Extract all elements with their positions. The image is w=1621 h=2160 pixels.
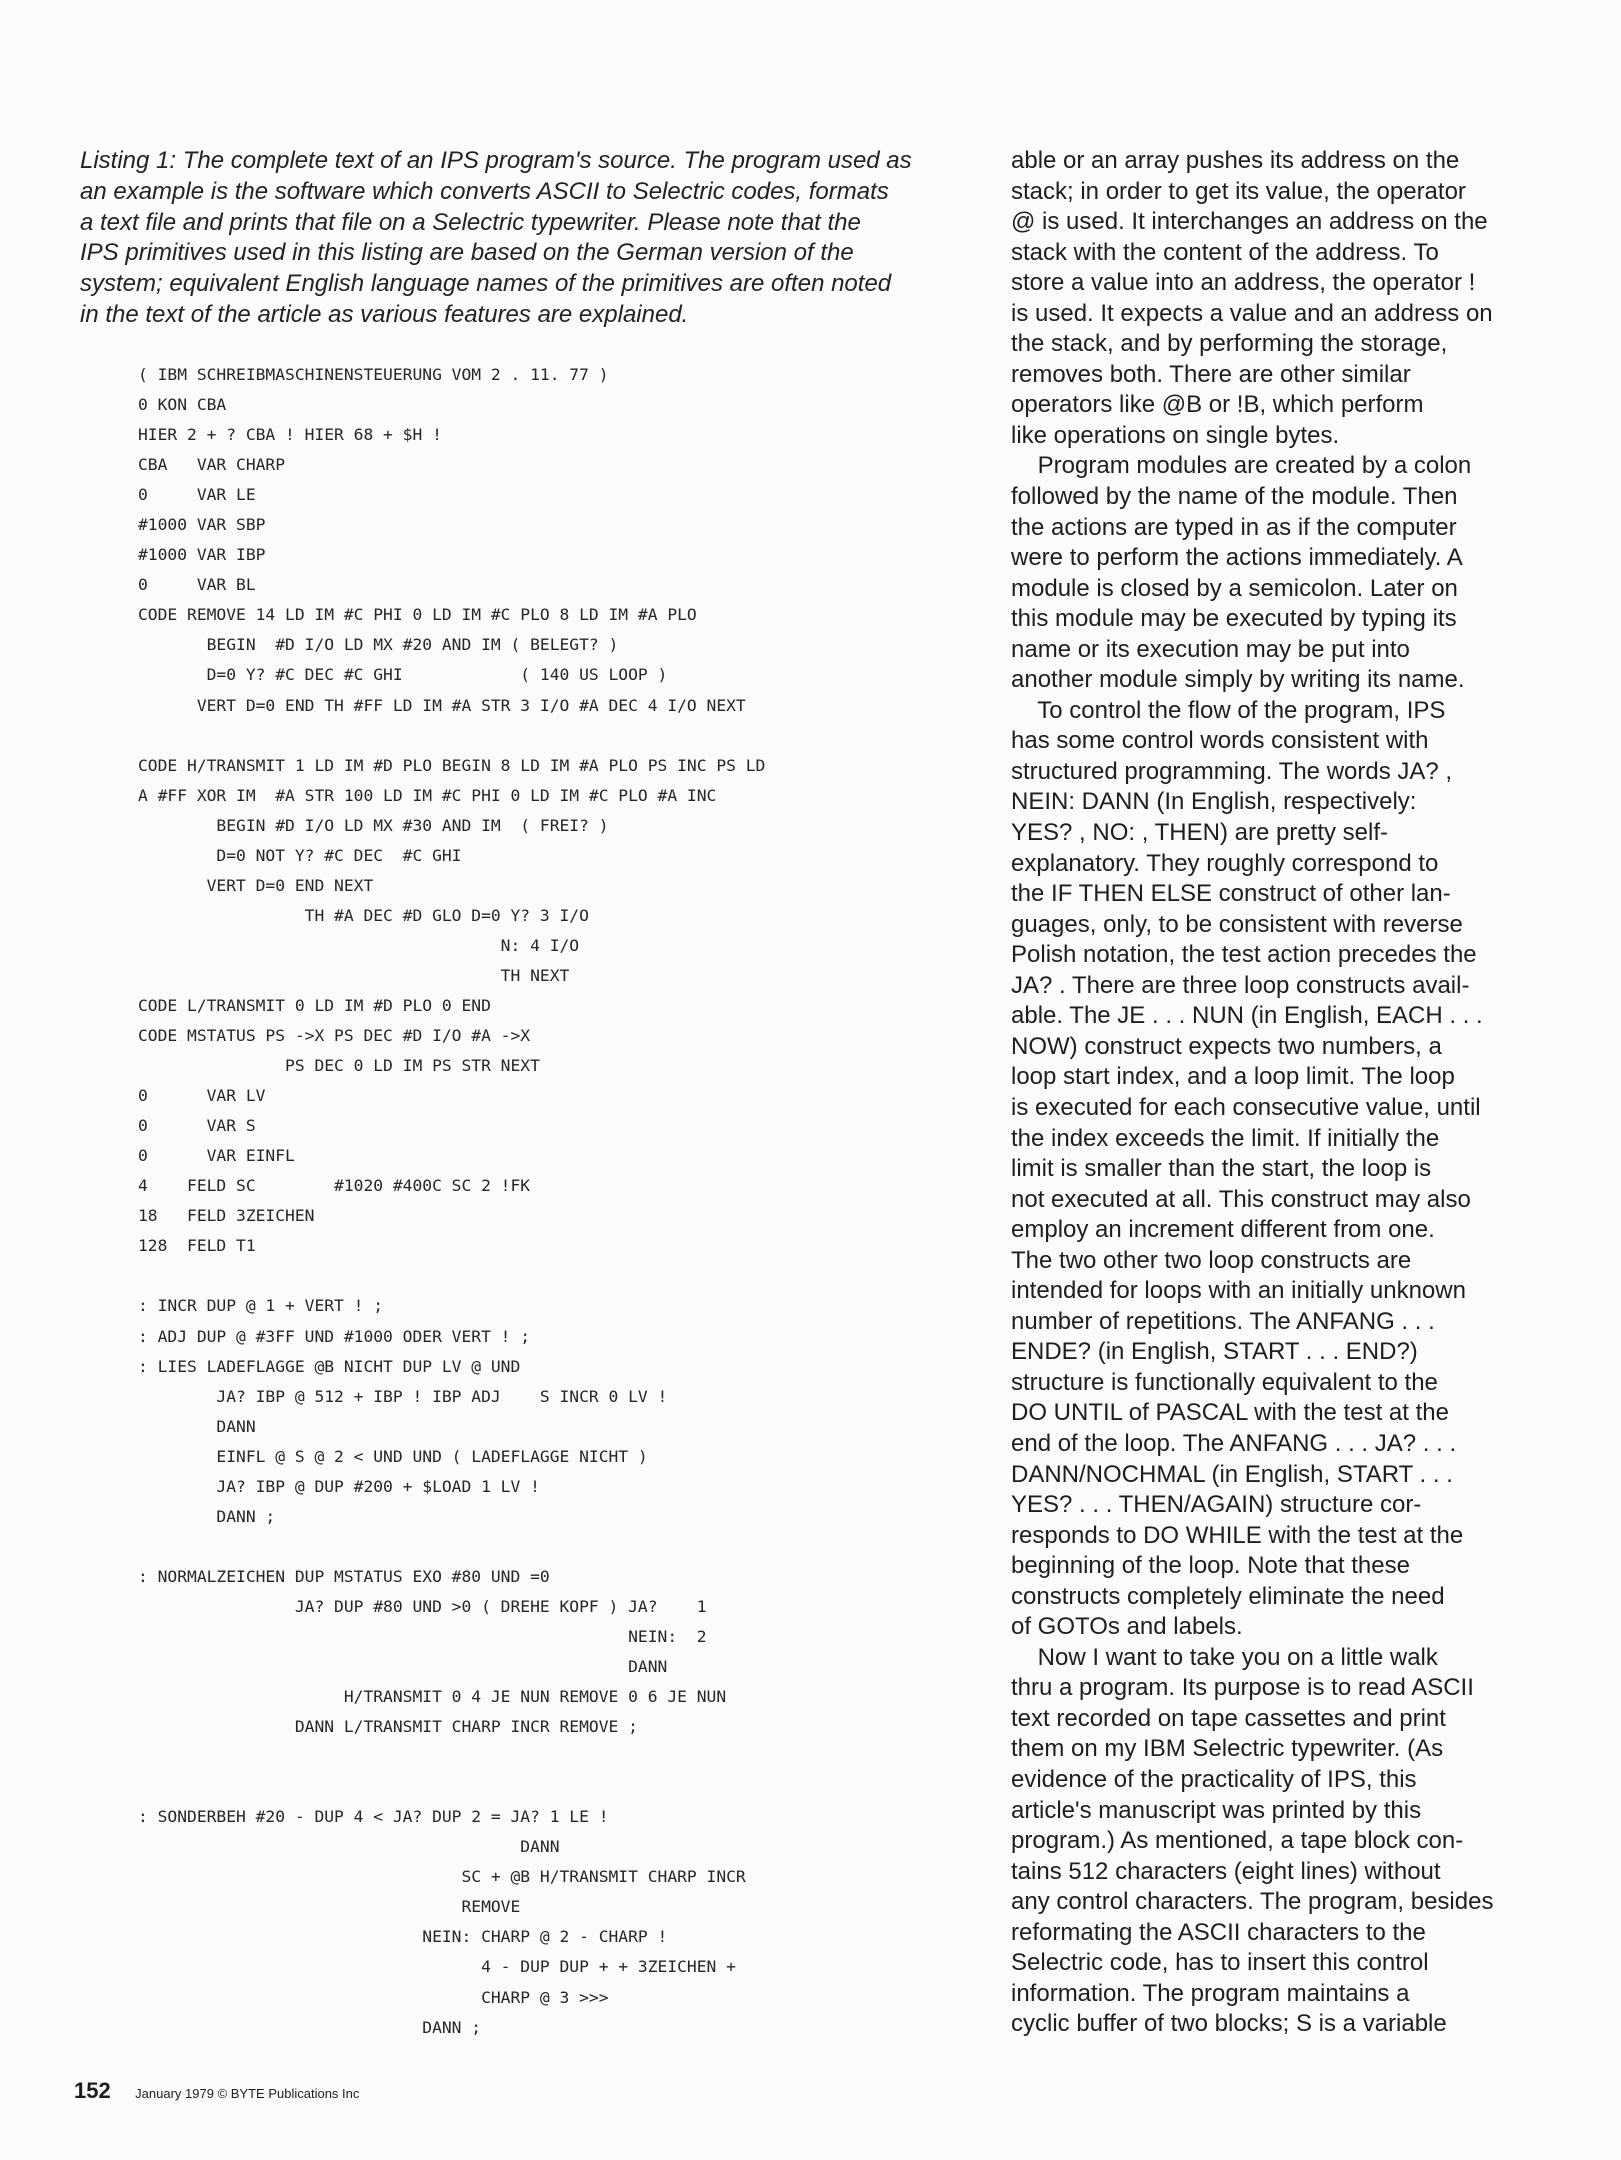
- code-line: BEGIN #D I/O LD MX #20 AND IM ( BELEGT? ): [138, 635, 619, 655]
- body-text-line: this module may be executed by typing its: [1011, 605, 1457, 633]
- body-text-line: article's manuscript was printed by this: [1011, 1796, 1422, 1824]
- code-line: CODE MSTATUS PS ->X PS DEC #D I/O #A ->X: [138, 1026, 531, 1046]
- body-text-line: Polish notation, the test action precedes the: [1011, 941, 1477, 969]
- code-line: TH #A DEC #D GLO D=0 Y? 3 I/O: [138, 905, 589, 925]
- code-line: EINFL @ S @ 2 < UND UND ( LADEFLAGGE NICHT ): [138, 1446, 648, 1466]
- code-line: TH NEXT: [138, 965, 570, 985]
- body-text-line: JA? . There are three loop constructs avail-: [1011, 971, 1470, 999]
- article-body: [1011, 146, 1521, 2040]
- code-line: 0 VAR LE: [138, 485, 256, 505]
- body-text-line: intended for loops with an initially unknown: [1011, 1277, 1466, 1305]
- body-text-line: operators like @B or !B, which perform: [1011, 391, 1424, 419]
- code-line: DANN ;: [138, 2017, 482, 2037]
- body-text-line: @ is used. It interchanges an address on the: [1011, 208, 1488, 236]
- code-line: #1000 VAR SBP: [138, 515, 266, 535]
- code-line: : INCR DUP @ 1 + VERT ! ;: [138, 1296, 384, 1316]
- code-line: REMOVE: [138, 1897, 521, 1917]
- body-text-line: store a value into an address, the operator !: [1011, 269, 1476, 297]
- code-line: A #FF XOR IM #A STR 100 LD IM #C PHI 0 LD IM #C PLO #A INC: [138, 785, 717, 805]
- body-text-line: Program modules are created by a colon: [1011, 452, 1472, 480]
- code-line: [138, 1261, 765, 1291]
- code-line: 0 VAR LV: [138, 1086, 266, 1106]
- body-text-line: stack; in order to get its value, the operator: [1011, 177, 1466, 205]
- code-line: #1000 VAR IBP: [138, 545, 266, 565]
- code-line: SC + @B H/TRANSMIT CHARP INCR: [138, 1867, 746, 1887]
- body-text-line: responds to DO WHILE with the test at the: [1011, 1521, 1464, 1549]
- body-text-line: structure is functionally equivalent to the: [1011, 1368, 1438, 1396]
- code-line: DANN: [138, 1657, 668, 1677]
- publication-credit: January 1979 © BYTE Publications Inc: [135, 2086, 360, 2101]
- body-text-line: name or its execution may be put into: [1011, 635, 1410, 663]
- body-text-line: module is closed by a semicolon. Later on: [1011, 574, 1458, 602]
- code-line: HIER 2 + ? CBA ! HIER 68 + $H !: [138, 425, 442, 445]
- code-line: [138, 1772, 765, 1802]
- body-text-line: the index exceeds the limit. If initially the: [1011, 1124, 1440, 1152]
- body-text-line: guages, only, to be consistent with reverse: [1011, 910, 1463, 938]
- body-text-line: of GOTOs and labels.: [1011, 1613, 1243, 1641]
- caption-line: in the text of the article as various features are explained.: [80, 300, 689, 328]
- body-text-line: YES? , NO: , THEN) are pretty self-: [1011, 819, 1388, 847]
- code-line: JA? DUP #80 UND >0 ( DREHE KOPF ) JA? 1: [138, 1596, 707, 1616]
- code-line: 0 VAR BL: [138, 575, 256, 595]
- code-line: : NORMALZEICHEN DUP MSTATUS EXO #80 UND =0: [138, 1566, 550, 1586]
- body-text-line: followed by the name of the module. Then: [1011, 483, 1458, 511]
- body-text-line: program.) As mentioned, a tape block con-: [1011, 1827, 1464, 1855]
- code-line: 18 FELD 3ZEICHEN: [138, 1206, 315, 1226]
- body-text-line: information. The program maintains a: [1011, 1979, 1410, 2007]
- listing-caption: [80, 146, 950, 331]
- body-text-line: is executed for each consecutive value, until: [1011, 1093, 1481, 1121]
- body-text-line: ENDE? (in English, START . . . END?): [1011, 1338, 1418, 1366]
- body-text-line: able or an array pushes its address on the: [1011, 147, 1460, 174]
- body-text-line: NEIN: DANN (In English, respectively:: [1011, 788, 1417, 816]
- body-text-line: the IF THEN ELSE construct of other lan-: [1011, 880, 1451, 908]
- code-line: D=0 NOT Y? #C DEC #C GHI: [138, 845, 462, 865]
- code-line: ( IBM SCHREIBMASCHINENSTEUERUNG VOM 2 . 11. 77 ): [138, 365, 609, 384]
- code-line: NEIN: CHARP @ 2 - CHARP !: [138, 1927, 668, 1947]
- body-text-line: Now I want to take you on a little walk: [1011, 1643, 1438, 1671]
- body-text-line: were to perform the actions immediately. A: [1011, 544, 1463, 572]
- body-text-line: removes both. There are other similar: [1011, 360, 1411, 388]
- body-text-line: The two other two loop constructs are: [1011, 1246, 1412, 1274]
- body-text-line: employ an increment different from one.: [1011, 1216, 1435, 1244]
- code-line: JA? IBP @ 512 + IBP ! IBP ADJ S INCR 0 LV !: [138, 1386, 668, 1406]
- code-line: [138, 1742, 765, 1772]
- code-line: CODE REMOVE 14 LD IM #C PHI 0 LD IM #C PLO 8 LD IM #A PLO: [138, 605, 697, 625]
- body-text-line: structured programming. The words JA? ,: [1011, 757, 1453, 785]
- code-line: VERT D=0 END TH #FF LD IM #A STR 3 I/O #A DEC 4 I/O NEXT: [138, 695, 746, 715]
- code-line: BEGIN #D I/O LD MX #30 AND IM ( FREI? ): [138, 815, 609, 835]
- body-text-line: loop start index, and a loop limit. The loop: [1011, 1063, 1455, 1091]
- body-text-line: has some control words consistent with: [1011, 727, 1429, 755]
- body-text-line: able. The JE . . . NUN (in English, EACH . . .: [1011, 1002, 1483, 1030]
- body-text-line: them on my IBM Selectric typewriter. (As: [1011, 1735, 1444, 1763]
- code-line: DANN: [138, 1837, 560, 1857]
- body-text-line: evidence of the practicality of IPS, this: [1011, 1765, 1417, 1793]
- code-line: PS DEC 0 LD IM PS STR NEXT: [138, 1056, 540, 1076]
- body-text-line: like operations on single bytes.: [1011, 421, 1340, 449]
- body-text-line: To control the flow of the program, IPS: [1011, 696, 1446, 724]
- code-line: DANN L/TRANSMIT CHARP INCR REMOVE ;: [138, 1717, 638, 1737]
- body-text-line: stack with the content of the address. To: [1011, 238, 1439, 266]
- code-line: : LIES LADEFLAGGE @B NICHT DUP LV @ UND: [138, 1356, 521, 1376]
- code-line: [138, 721, 765, 751]
- code-line: 128 FELD T1: [138, 1236, 256, 1256]
- code-line: CBA VAR CHARP: [138, 455, 286, 475]
- code-line: : ADJ DUP @ #3FF UND #1000 ODER VERT ! ;: [138, 1326, 531, 1346]
- body-text-line: reformating the ASCII characters to the: [1011, 1918, 1426, 1946]
- code-line: 4 - DUP DUP + + 3ZEICHEN +: [138, 1957, 736, 1977]
- body-text-line: text recorded on tape cassettes and print: [1011, 1704, 1446, 1732]
- body-text-line: end of the loop. The ANFANG . . . JA? . . .: [1011, 1429, 1457, 1457]
- code-line: 4 FELD SC #1020 #400C SC 2 !FK: [138, 1176, 531, 1196]
- code-line: DANN ;: [138, 1506, 276, 1526]
- caption-line: an example is the software which converts ASCII to Selectric codes, formats: [80, 177, 889, 205]
- code-listing: [138, 360, 765, 2043]
- code-line: [138, 1532, 765, 1562]
- body-text-line: any control characters. The program, besides: [1011, 1888, 1494, 1916]
- code-line: H/TRANSMIT 0 4 JE NUN REMOVE 0 6 JE NUN: [138, 1687, 727, 1707]
- body-text-line: thru a program. Its purpose is to read ASCII: [1011, 1674, 1474, 1702]
- body-text-line: beginning of the loop. Note that these: [1011, 1552, 1410, 1580]
- caption-line: system; equivalent English language names of the primitives are often noted: [80, 270, 892, 298]
- body-text-line: not executed at all. This construct may also: [1011, 1185, 1471, 1213]
- body-text-line: the stack, and by performing the storage,: [1011, 330, 1448, 358]
- body-text-line: YES? . . . THEN/AGAIN) structure cor-: [1011, 1491, 1422, 1519]
- body-text-line: another module simply by writing its name.: [1011, 666, 1465, 694]
- body-text-line: explanatory. They roughly correspond to: [1011, 849, 1439, 877]
- body-text-line: NOW) construct expects two numbers, a: [1011, 1032, 1442, 1060]
- code-line: CHARP @ 3 >>>: [138, 1987, 609, 2007]
- code-line: 0 VAR S: [138, 1116, 256, 1136]
- page-footer: [74, 2078, 359, 2104]
- code-line: D=0 Y? #C DEC #C GHI ( 140 US LOOP ): [138, 665, 668, 685]
- code-line: VERT D=0 END NEXT: [138, 875, 374, 895]
- code-line: JA? IBP @ DUP #200 + $LOAD 1 LV !: [138, 1476, 540, 1496]
- caption-line: a text file and prints that file on a Selectric typewriter. Please note that the: [80, 208, 861, 236]
- body-text-line: constructs completely eliminate the need: [1011, 1582, 1445, 1610]
- body-text-line: DO UNTIL of PASCAL with the test at the: [1011, 1399, 1449, 1427]
- body-text-line: Selectric code, has to insert this control: [1011, 1949, 1429, 1977]
- body-text-line: cyclic buffer of two blocks; S is a variable: [1011, 2010, 1447, 2038]
- code-line: CODE H/TRANSMIT 1 LD IM #D PLO BEGIN 8 LD IM #A PLO PS INC PS LD: [138, 755, 766, 775]
- code-line: DANN: [138, 1416, 256, 1436]
- code-line: NEIN: 2: [138, 1626, 707, 1646]
- code-line: N: 4 I/O: [138, 935, 580, 955]
- code-line: 0 VAR EINFL: [138, 1146, 295, 1166]
- page-number: 152: [74, 2078, 111, 2103]
- body-text-line: DANN/NOCHMAL (in English, START . . .: [1011, 1460, 1453, 1488]
- body-text-line: is used. It expects a value and an address on: [1011, 299, 1493, 327]
- body-text-line: limit is smaller than the start, the loop is: [1011, 1155, 1432, 1183]
- code-line: 0 KON CBA: [138, 395, 227, 415]
- body-text-line: the actions are typed in as if the computer: [1011, 513, 1457, 541]
- caption-line: Listing 1: The complete text of an IPS program's source. The program used as: [80, 147, 912, 174]
- body-text-line: number of repetitions. The ANFANG . . .: [1011, 1307, 1435, 1335]
- code-line: : SONDERBEH #20 - DUP 4 < JA? DUP 2 = JA? 1 LE !: [138, 1807, 609, 1827]
- code-line: CODE L/TRANSMIT 0 LD IM #D PLO 0 END: [138, 995, 491, 1015]
- body-text-line: tains 512 characters (eight lines) without: [1011, 1857, 1441, 1885]
- caption-line: IPS primitives used in this listing are based on the German version of the: [80, 239, 854, 267]
